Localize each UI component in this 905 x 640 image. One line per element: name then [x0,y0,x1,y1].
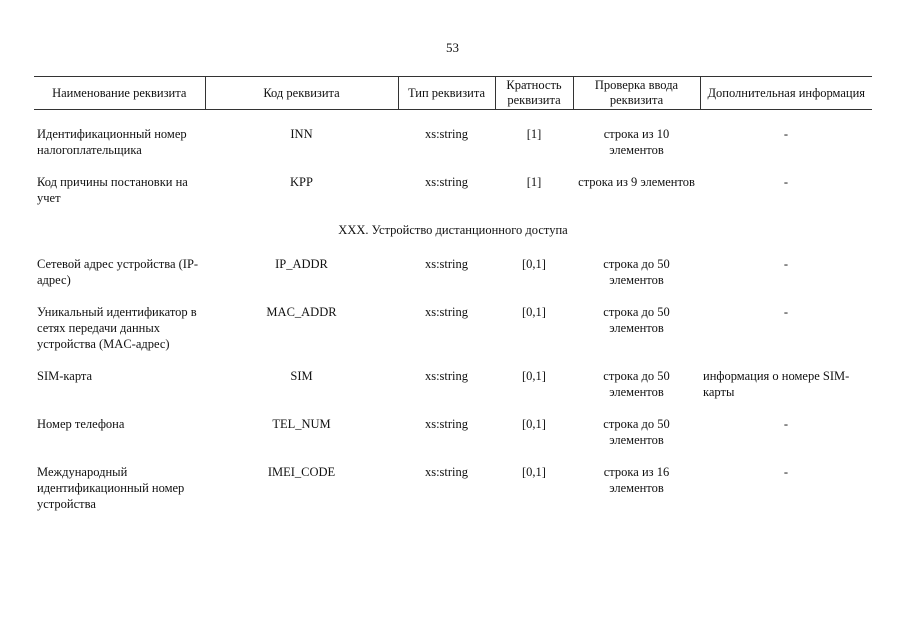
cell-additional-info: - [783,257,789,271]
cell-multiplicity: [0,1] [522,465,546,479]
cell-input-check: строка до 50 элементов [603,305,670,335]
cell-type: xs:string [424,465,469,479]
table-row [34,368,872,416]
cell-code: IP_ADDR [275,257,328,271]
cell-multiplicity: [0,1] [522,305,546,319]
header-multiplicity: Кратность реквизита [495,77,573,110]
table-row [34,416,872,464]
section-row [34,222,872,256]
header-additional-info: Дополнительная информация [700,77,872,110]
cell-type: xs:string [424,257,469,271]
cell-type: xs:string [424,175,469,189]
cell-multiplicity: [1] [526,175,542,189]
cell-code: MAC_ADDR [266,305,337,319]
cell-additional-info: - [783,417,789,431]
cell-multiplicity: [1] [526,127,542,141]
cell-name: Уникальный идентификатор в сетях передачи данных устройства (MAC-адрес) [37,305,197,351]
cell-type: xs:string [424,417,469,431]
cell-name: Идентификационный номер налогоплательщика [37,127,187,157]
table-row [34,256,872,304]
cell-additional-info: - [783,465,789,479]
header-code: Код реквизита [205,77,398,110]
cell-code: KPP [290,175,313,189]
cell-input-check: строка до 50 элементов [603,369,670,399]
cell-code: INN [290,127,313,141]
cell-multiplicity: [0,1] [522,417,546,431]
table-header-row [34,77,872,110]
cell-code: TEL_NUM [272,417,331,431]
cell-multiplicity: [0,1] [522,369,546,383]
header-name: Наименование реквизита [34,77,205,110]
cell-name: SIM-карта [37,369,93,383]
table-row [34,174,872,222]
header-type: Тип реквизита [398,77,495,110]
cell-input-check: строка из 10 элементов [603,127,670,157]
cell-additional-info: информация о номере SIM-карты [703,369,850,399]
requisites-table [34,76,872,528]
cell-code: SIM [290,369,313,383]
table-row [34,304,872,368]
cell-input-check: строка из 16 элементов [603,465,670,495]
header-input-check: Проверка ввода реквизита [573,77,700,110]
page-number: 53 [446,40,459,55]
cell-name: Сетевой адрес устройства (IP-адрес) [37,257,199,287]
cell-name: Код причины постановки на учет [37,175,188,205]
cell-type: xs:string [424,127,469,141]
cell-type: xs:string [424,369,469,383]
cell-code: IMEI_CODE [267,465,336,479]
table-row [34,110,872,175]
cell-type: xs:string [424,305,469,319]
cell-input-check: строка из 9 элементов [578,175,695,189]
cell-input-check: строка до 50 элементов [603,257,670,287]
cell-additional-info: - [783,305,789,319]
section-title: XXX. Устройство дистанционного доступа [338,223,568,237]
cell-name: Номер телефона [37,417,125,431]
cell-name: Международный идентификационный номер устройства [37,465,185,511]
table-row [34,464,872,528]
cell-additional-info: - [783,127,789,141]
cell-multiplicity: [0,1] [522,257,546,271]
cell-additional-info: - [783,175,789,189]
cell-input-check: строка до 50 элементов [603,417,670,447]
